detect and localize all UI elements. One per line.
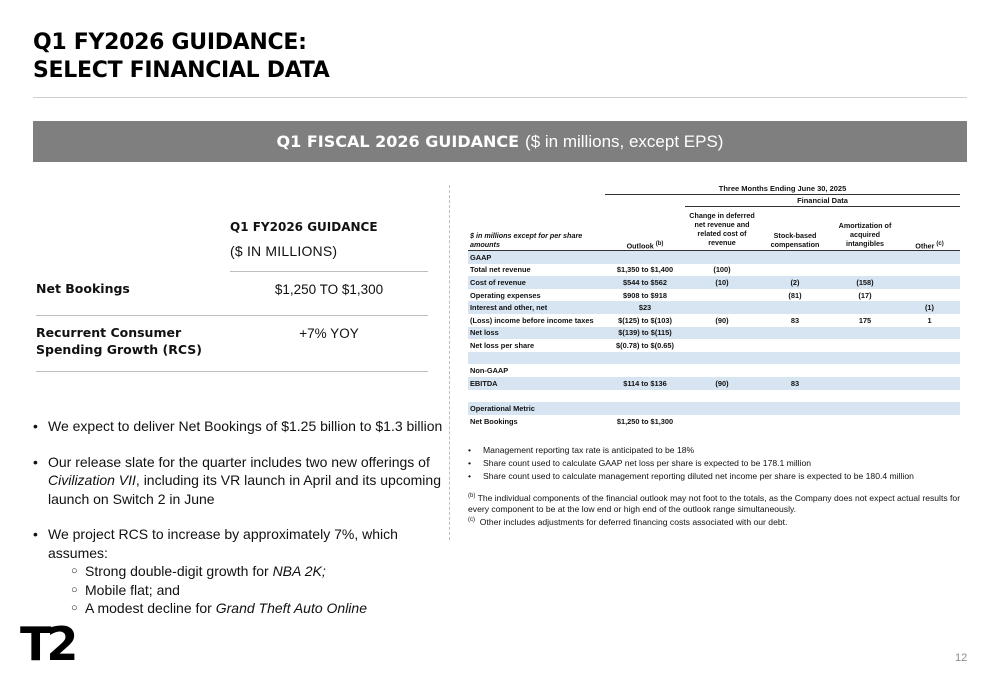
table-row (468, 390, 960, 403)
bullet-dot-icon: • (33, 453, 38, 470)
bullet-text-italic: Civilization VII (48, 472, 136, 488)
bullet-dot-icon: • (468, 458, 472, 468)
t2-logo: T2 (20, 617, 74, 671)
table-row (468, 352, 960, 365)
value-cell: (90) (715, 378, 729, 388)
value-cell: (1) (924, 303, 935, 313)
period-caption: Three Months Ending June 30, 2025 (718, 184, 847, 193)
col-header-stock-comp: Stock-based compensation (770, 231, 820, 249)
page-title-line-2: SELECT FINANCIAL DATA (33, 58, 330, 83)
commentary-bullets (33, 417, 453, 618)
hollow-circle-icon: ○ (71, 565, 78, 577)
value-cell: $(139) to $(115) (618, 328, 672, 338)
table-row (468, 251, 960, 264)
col-header-amortization: Amortization of acquired intangibles (838, 221, 892, 248)
table-row (468, 402, 960, 415)
table-row (468, 276, 960, 289)
row-label-cell: Total net revenue (470, 265, 531, 275)
row-label-cell: Cost of revenue (470, 277, 526, 287)
banner-title: Q1 FISCAL 2026 GUIDANCE (276, 132, 520, 151)
column-divider (449, 185, 450, 540)
value-cell: 175 (858, 315, 872, 325)
bullet-text: , including its VR launch in April and its upcoming launch on Switch 2 in June (48, 472, 441, 507)
value-cell: $1,350 to $1,400 (616, 265, 674, 275)
table-row (468, 314, 960, 327)
note-item (468, 470, 963, 483)
value-cell: (90) (715, 315, 729, 325)
value-cell: (10) (715, 277, 729, 287)
hollow-circle-icon: ○ (71, 602, 78, 614)
note-text: Management reporting tax rate is anticipated to be 18% (483, 445, 695, 455)
guidance-banner (33, 121, 967, 162)
table-row (468, 364, 960, 377)
period-rule (605, 194, 960, 195)
page-number: 12 (955, 652, 968, 664)
table-row (468, 289, 960, 302)
table-row (468, 339, 960, 352)
note-text: Share count used to calculate management reporting diluted net income per share is expected to be 180.4 million (483, 471, 914, 481)
col-header-other (899, 240, 960, 250)
value-cell: (158) (856, 277, 874, 287)
table-notes (468, 444, 963, 528)
sub-bullet-text-italic: Grand Theft Auto Online (215, 600, 367, 616)
col-header-text: Outlook (626, 241, 654, 251)
guidance-row-rule (36, 315, 428, 316)
sub-bullet-text: A modest decline for (85, 600, 216, 616)
value-cell: 83 (790, 378, 800, 388)
bullet-item (33, 453, 453, 509)
table-row (468, 377, 960, 390)
sub-bullet-item (33, 562, 453, 581)
bullet-text: Our release slate for the quarter includes two new offerings of (48, 453, 430, 470)
guidance-units: ($ IN MILLIONS) (230, 243, 338, 259)
sub-bullet-text-italic: NBA 2K; (272, 563, 326, 579)
guidance-header: Q1 FY2026 GUIDANCE (230, 220, 378, 234)
row-header: $ in millions except for per share amounts (470, 231, 583, 249)
title-divider (33, 97, 967, 98)
sub-bullet-item (33, 599, 453, 618)
row-label-cell: Net loss per share (470, 340, 535, 350)
col-header-outlook (605, 240, 685, 250)
value-cell: $23 (638, 303, 652, 313)
footnote-mark: (c) (468, 516, 475, 523)
value-cell: $908 to $918 (623, 290, 667, 300)
note-item (468, 444, 963, 457)
row-label-cell: Interest and other, net (470, 303, 548, 313)
bullet-dot-icon: • (33, 418, 38, 434)
bullet-dot-icon: • (468, 471, 472, 481)
value-cell: (100) (713, 265, 731, 275)
bullet-text: We expect to deliver Net Bookings of $1.25 billion to $1.3 billion (48, 418, 443, 434)
value-cell: 83 (790, 315, 800, 325)
footnote-text: Other includes adjustments for deferred financing costs associated with our debt. (479, 516, 788, 527)
row-label-cell: GAAP (470, 252, 492, 262)
col-header-deferred: Change in deferred net revenue and related cost of revenue (689, 211, 755, 247)
footnote-c (468, 515, 963, 528)
note-text: Share count used to calculate GAAP net loss per share is expected to be 178.1 million (483, 458, 812, 468)
value-cell: (17) (858, 290, 872, 300)
hollow-circle-icon: ○ (71, 583, 78, 596)
banner-subtitle: ($ in millions, except EPS) (525, 131, 724, 151)
row-label-cell: EBITDA (470, 378, 498, 388)
bullet-text: We project RCS to increase by approximately 7%, which assumes: (48, 526, 398, 561)
page-title-line-1: Q1 FY2026 GUIDANCE: (33, 30, 307, 55)
bullet-item (33, 525, 453, 562)
value-cell: 1 (927, 315, 932, 325)
group-caption: Financial Data (797, 196, 848, 205)
sub-bullet-item (33, 581, 453, 600)
bullet-item (33, 417, 453, 436)
note-item (468, 457, 963, 470)
sub-bullet-text: Strong double-digit growth for (85, 563, 273, 579)
value-cell: $544 to $562 (623, 277, 667, 287)
rcs-value: +7% YOY (299, 326, 359, 341)
bullet-dot-icon: • (468, 445, 472, 455)
value-cell: (81) (788, 290, 802, 300)
row-label-cell: Operational Metric (470, 403, 535, 413)
footnote-text: The individual components of the financial outlook may not foot to the totals, as the Company does not expect actual results for every component to be at the low end or high end of the outlook range simultaneously. (468, 492, 961, 514)
footnote-b (468, 491, 963, 515)
row-label-cell: Operating expenses (470, 290, 541, 300)
footnote-mark: (b) (468, 493, 476, 499)
table-row (468, 264, 960, 277)
rcs-label: Recurrent Consumer Spending Growth (RCS) (36, 325, 203, 357)
row-label-cell: Net loss (470, 328, 499, 338)
col-header-text: Other (915, 241, 935, 251)
value-cell: $(0.78) to $(0.65) (616, 340, 674, 350)
row-label-cell: Net Bookings (470, 416, 518, 426)
page-title (33, 29, 329, 85)
net-bookings-value: $1,250 TO $1,300 (274, 282, 384, 297)
guidance-bottom-rule (36, 371, 428, 372)
value-cell: $(125) to $(103) (618, 315, 672, 325)
table-row (468, 327, 960, 340)
row-label-cell: Non-GAAP (470, 366, 509, 376)
value-cell: $114 to $136 (623, 378, 667, 388)
guidance-header-rule (230, 271, 428, 272)
bullet-dot-icon: • (33, 526, 38, 542)
col-header-sup: (b) (655, 241, 664, 247)
table-row (468, 301, 960, 314)
value-cell: (2) (790, 277, 800, 287)
group-rule (685, 206, 960, 207)
value-cell: $1,250 to $1,300 (616, 416, 674, 426)
table-row (468, 415, 960, 428)
row-label-cell: (Loss) income before income taxes (470, 315, 594, 325)
sub-bullet-text: Mobile flat; and (85, 581, 180, 598)
col-header-sup: (c) (936, 241, 944, 247)
net-bookings-label: Net Bookings (36, 281, 130, 296)
